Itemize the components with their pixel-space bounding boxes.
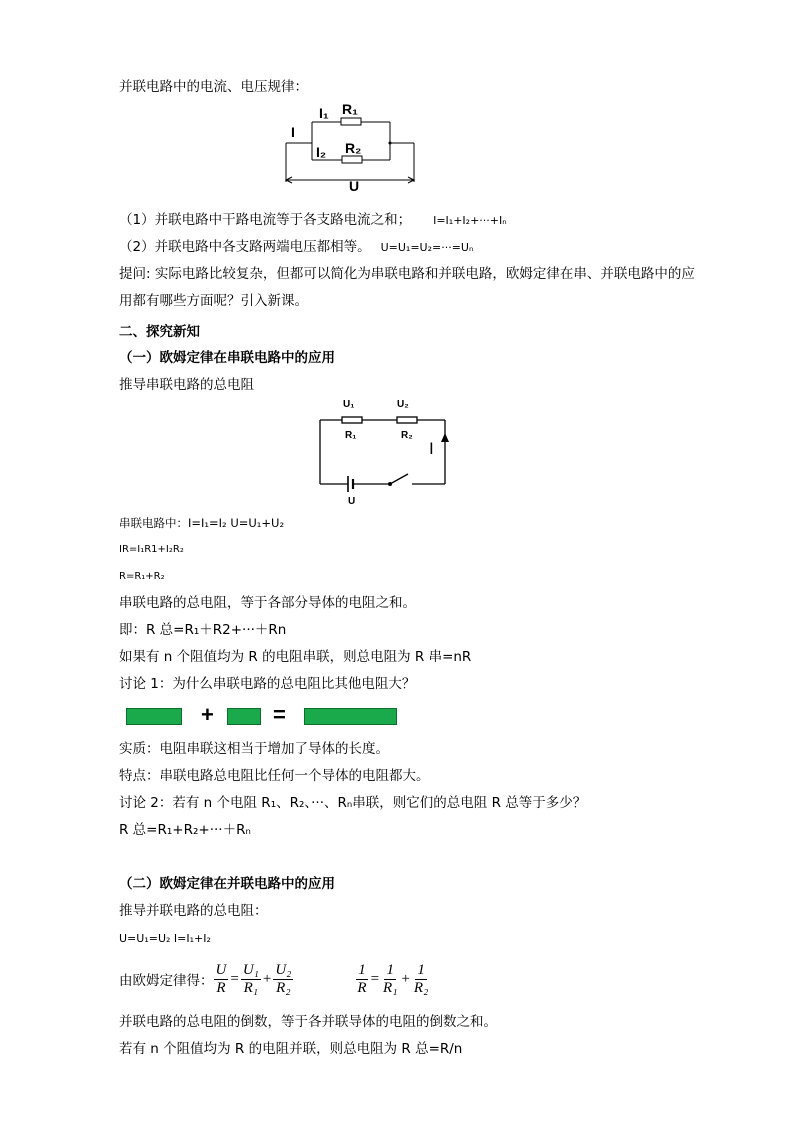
essence-text: 实质：电阻串联这相当于增加了导体的长度。	[119, 741, 389, 757]
series-n-resistors: 如果有 n 个阻值均为 R 的电阻串联，则总电阻为 R 串=nR	[119, 649, 472, 665]
parallel-eq1: U=U₁=U₂ I=I₁+I₂	[119, 932, 211, 945]
series-total-formula: R 总=R₁+R₂+···＋Rₙ	[119, 822, 251, 838]
feature-text: 特点：串联电路总电阻比任何一个导体的电阻都大。	[119, 768, 430, 784]
circuit2-label-U: U	[348, 496, 356, 507]
series-eq1: 串联电路中：I=I₁=I₂ U=U₁+U₂	[119, 516, 285, 530]
subsection-series: （一）欧姆定律在串联电路中的应用	[119, 350, 335, 366]
rule2-text: （2）并联电路中各支路两端电压都相等。 U=U₁=U₂=···=Uₙ	[119, 239, 474, 255]
rule1-text: （1）并联电路中干路电流等于各支路电流之和； I=I₁+I₂+···+Iₙ	[119, 212, 507, 228]
fraction-1-over-R: $\frac{1}{R}$	[357, 961, 367, 996]
fraction-U-over-R: $\frac{U}{R}$	[215, 961, 227, 996]
series-formula: 即：R 总=R₁＋R2+···＋Rn	[119, 622, 287, 638]
ohm-law-equations: 由欧姆定律得： $\frac{U}{R}$ = $\frac{\text{U₁}}{\text{R₁}}$ + $\frac{\text{U₂}}{\text{R₂}}$ $\frac{1}{R}$ = $\frac{1}{\text{R₁}}$ + $\frac{1}{\text{R₂}}$	[119, 961, 429, 996]
series-circuit-diagram	[315, 392, 455, 510]
subsection-parallel: （二）欧姆定律在并联电路中的应用	[119, 876, 335, 892]
fraction-1-over-R1: $\frac{1}{\text{R₁}}$	[383, 961, 398, 996]
parallel-circuit-diagram	[280, 98, 430, 194]
equals-sign: =	[273, 702, 286, 727]
ohm-label: 由欧姆定律得：	[119, 973, 214, 989]
fraction-1-over-R2: $\frac{1}{\text{R₂}}$	[413, 961, 429, 996]
parallel-law-heading: 并联电路中的电流、电压规律：	[119, 79, 308, 95]
circuit2-label-U1: U₁	[343, 399, 355, 410]
series-eq3: R=R₁+R₂	[119, 571, 165, 582]
fraction-U1-over-R1: $\frac{\text{U₁}}{\text{R₁}}$	[242, 961, 259, 996]
circuit2-label-I: I	[429, 439, 434, 458]
question-paragraph: 提问: 实际电路比较复杂，但都可以简化为串联电路和并联电路，欧姆定律在串、并联电路中的应用都有哪些方面呢？引入新课。	[119, 266, 695, 309]
series-conclusion: 串联电路的总电阻，等于各部分导体的电阻之和。	[119, 595, 416, 611]
parallel-conclusion: 并联电路的总电阻的倒数，等于各并联导体的电阻的倒数之和。	[119, 1014, 497, 1030]
fraction-U2-over-R2: $\frac{\text{U₂}}{\text{R₂}}$	[275, 961, 292, 996]
derive-parallel-text: 推导并联电路的总电阻：	[119, 903, 268, 919]
parallel-n-resistors: 若有 n 个阻值均为 R 的电阻并联，则总电阻为 R 总=R/n	[119, 1041, 463, 1057]
circuit1-label-I: I	[291, 124, 295, 140]
rule2-formula: U=U₁=U₂=···=Uₙ	[380, 241, 474, 254]
bar-short-2	[227, 708, 261, 725]
discussion2: 讨论 2：若有 n 个电阻 R₁、R₂、···、Rₙ串联，则它们的总电阻 R 总等于多少？	[119, 795, 587, 811]
discussion1: 讨论 1：为什么串联电路的总电阻比其他电阻大？	[119, 676, 416, 692]
circuit2-label-U2: U₂	[397, 399, 409, 410]
circuit1-label-U: U	[349, 178, 360, 194]
circuit2-label-R2: R₂	[401, 430, 413, 441]
bar-short-1	[126, 708, 182, 725]
bar-long	[304, 708, 397, 725]
section-heading-explore: 二、探究新知	[119, 324, 200, 340]
circuit2-label-R1: R₁	[345, 430, 357, 441]
circuit1-label-R2: R₂	[345, 140, 362, 156]
circuit1-label-R1: R₁	[342, 101, 358, 117]
derive-series-text: 推导串联电路的总电阻	[119, 377, 254, 393]
circuit1-label-I2: I₂	[316, 144, 327, 160]
rule1-formula: I=I₁+I₂+···+Iₙ	[433, 214, 507, 227]
plus-sign: +	[201, 702, 214, 727]
series-eq2: IR=I₁R1+I₂R₂	[119, 544, 184, 555]
circuit1-label-I1: I₁	[319, 105, 329, 121]
